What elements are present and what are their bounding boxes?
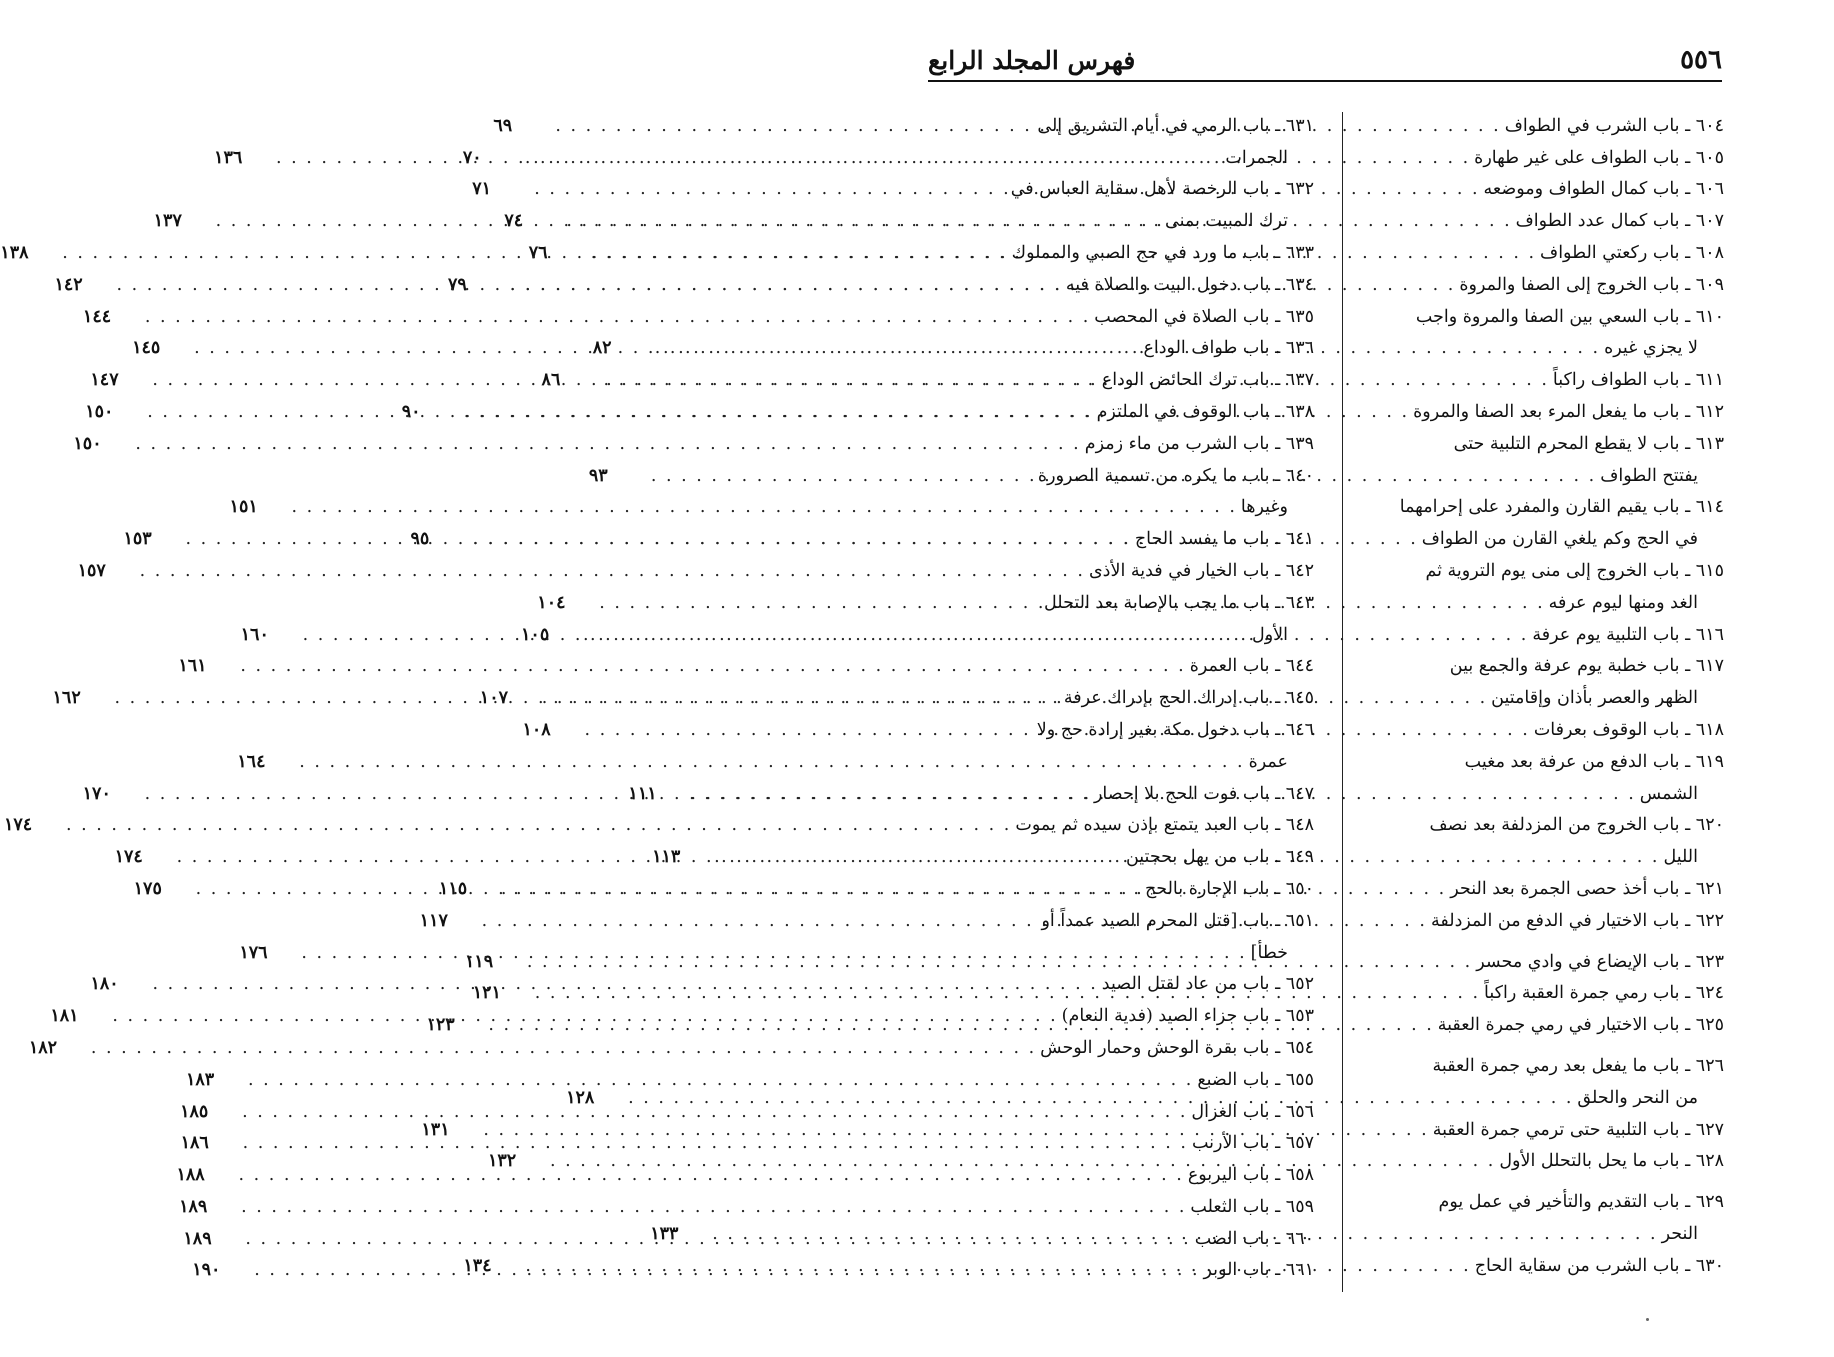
entry-title: يفتتح الطواف [1600,465,1698,486]
leader-dots [241,1229,1194,1249]
entry-page-number: ٧٦ [528,242,548,263]
entry-page-number: ١٨٥ [180,1101,209,1122]
entry-gap [1362,931,1724,940]
entry-title: في الحج وكم يلغي القارن من الطواف [1421,529,1698,550]
entry-page-number: ١٥١ [229,497,258,518]
entry-page-number: ١٨٠ [90,974,119,995]
entry-page-number: ١٨٢ [28,1037,58,1058]
entry-title: ٦٤٧ ـ باب فوت الحج بلا إحصار [1093,783,1314,804]
entry-title: عمرة [1248,751,1288,772]
entry-page-number: ١٣٤ [463,1255,492,1276]
entry-title: ٦٢٢ ـ باب الاختيار في الدفع من المزدلفة [1431,910,1724,931]
leader-dots [108,1006,1061,1026]
leader-dots [181,529,1134,549]
entry-title: النحر [1661,1223,1698,1244]
index-entry-line [1362,549,1724,581]
entry-page-number: ١١٣ [652,847,681,868]
entry-title: ٦٥١ ـ باب [قتل المحرم الصيد عمداً أو [1041,910,1314,931]
entry-page-number: ١٧٥ [133,878,162,899]
entry-page-number: ٩٠ [401,401,421,422]
entry-page-number: ١٣١ [421,1119,450,1140]
entry-title: ٦١٢ ـ باب ما يفعل المرء بعد الصفا والمروة [1413,401,1724,422]
entry-title: ٦٣٣ ـ باب ما ورد في حج الصبي والمملوك [1011,242,1314,263]
page-number: ٥٥٦ [1680,45,1722,75]
index-entry [178,645,1314,677]
entry-title: ٦٥٢ ـ باب من عاد لقتل الصيد [1101,974,1314,995]
index-entry-line [28,1026,1314,1058]
entry-page-number: ١٦٤ [237,751,266,772]
leader-dots [148,370,1101,390]
entry-title: ٦٠٦ ـ باب كمال الطواف وموضعه [1483,179,1724,200]
entry-title: ترك المبيت بمنى [1165,211,1288,232]
entry-page-number: ١٨٨ [176,1165,205,1186]
leader-dots [192,879,1145,899]
index-entry-line [1362,740,1724,772]
entry-page-number: ٧١ [472,179,491,200]
entry-title: ٦٤٤ ـ باب العمرة [1189,656,1314,677]
entry-page-number: ١٧٤ [114,847,143,868]
leader-dots [143,402,1096,422]
leader-dots [244,1070,1197,1090]
leader-dots [148,974,1101,994]
entry-page-number: ١٦٢ [52,688,81,709]
entry-title: ٦٢١ ـ باب أخذ حصى الجمرة بعد النحر [1450,878,1724,899]
leader-dots [299,625,1252,645]
entry-page-number: ١٩٠ [192,1260,221,1281]
leader-dots [62,815,1015,835]
leader-dots [234,1165,1187,1185]
index-entry-line [956,168,1314,200]
index-entry-line [1362,1044,1724,1076]
index-entry-line [73,422,1314,454]
index-entry [77,549,1314,581]
index-entry-line [1362,1180,1724,1212]
index-entry [28,1026,1314,1058]
entry-title: الظهر والعصر بأذان وإقامتين [1491,688,1698,709]
leader-dots [297,943,1250,963]
entry-title: الغد ومنها ليوم عرفه [1548,592,1698,613]
index-entry-line [237,740,1314,772]
entry-title: ٦٤٨ ـ باب العبد يتمتع بإذن سيده ثم يموت [1015,815,1314,836]
leader-dots [58,243,1011,263]
entry-page-number: ٧٩ [448,274,467,295]
leader-dots [87,1038,1040,1058]
index-entry [4,804,1314,836]
entry-title: ٦١٤ ـ باب يقيم القارن والمفرد على إحرامهما [1399,497,1724,518]
entry-page-number: ١١٧ [419,910,448,931]
entry-title: الجمرات [1225,147,1288,168]
entry-title: ٦٠٨ ـ باب ركعتي الطواف [1540,242,1724,263]
entry-title: ٦٣١ ـ باب الرمي في أيام التشريق إلى [1037,115,1314,136]
entry-title: ٦٥٩ ـ باب الثعلب [1190,1196,1314,1217]
entry-title: ٦١٣ ـ باب لا يقطع المحرم التلبية حتى [1453,433,1724,454]
leader-dots [111,688,1064,708]
index-entry-line [4,804,1314,836]
entry-title: الليل [1663,847,1698,868]
entry-page-number: ١٦١ [178,656,207,677]
entry-page-number: ٨٢ [592,338,612,359]
entry-page-number: ١٣٢ [487,1151,517,1172]
entry-title: ٦٠٤ ـ باب الشرب في الطواف [1504,115,1724,136]
entry-title: ٦٥٥ ـ باب الضبع [1197,1069,1314,1090]
entry-title: ٦٣٦ ـ باب طواف الوداع [1143,338,1314,359]
index-entry-line [956,899,1314,931]
entry-title: ٦٣٢ ـ باب الرخصة لأهل سقاية العباس في [1010,179,1314,200]
leader-dots [212,211,1165,231]
leader-dots [141,784,1094,804]
entry-page-number: ١٥٠ [85,401,114,422]
page-mark [1646,1318,1649,1321]
entry-title: ٦١٠ ـ باب السعي بين الصفا والمروة واجب [1415,306,1724,327]
entry-title: ٦٠٧ ـ باب كمال عدد الطواف [1515,211,1724,232]
entry-title: الأول [1251,624,1288,645]
entry-title: ٦٤١ ـ باب ما يفسد الحاج [1134,529,1314,550]
entry-title: ٦٤٩ ـ باب من يهل بحجتين [1125,847,1314,868]
entry-page-number: ١٠٥ [521,624,550,645]
entry-page-number: ١٠٧ [479,688,508,709]
index-entry [82,295,1314,327]
leader-dots [173,847,1126,867]
entry-page-number: ٧٠ [462,147,482,168]
entry-title: ٦١٧ ـ باب خطبة يوم عرفة والجمع بين [1449,656,1724,677]
index-entry-line [185,1058,1314,1090]
index-entry-line [956,104,1314,136]
entry-page-number: ١٥٧ [77,560,106,581]
entry-page-number: ٩٥ [410,529,430,550]
entry-page-number: ١٥٣ [123,529,152,550]
entry-gap [1362,1035,1724,1044]
entry-page-number: ٦٩ [493,115,513,136]
entry-page-number: ١٣٨ [0,242,29,263]
index-entry-line [1362,486,1724,518]
entry-page-number: ١٢٨ [566,1087,595,1108]
index-entry-line [229,486,1314,518]
entry-title: ٦٦٠ ـ باب الضب [1194,1228,1314,1249]
entry-title: ٦٣٤ ـ باب دخول البيت والصلاة فيه [1065,274,1314,295]
entry-title: وغيرها [1240,497,1288,518]
entry-title: ٦٢٣ ـ باب الإيضاع في وادي محسر [1476,951,1724,972]
entry-title: ٦٥٨ ـ باب اليربوع [1187,1165,1314,1186]
entry-title: ٦٤٠ ـ باب ما يكره من تسمية الصرورة [1037,465,1314,486]
entry-title: ٦٣٧ ـ باب ترك الحائض الوداع [1101,370,1314,391]
entry-page-number: ١٢٣ [426,1015,455,1036]
entry-page-number: ١٣٦ [214,147,243,168]
leader-dots [190,338,1143,358]
entry-page-number: ٩٣ [588,465,608,486]
entry-title: ٦٤٥ ـ باب إدراك الحج بإدراك عرفة [1063,688,1314,709]
leader-dots [237,1197,1190,1217]
entry-title: ٦١٥ ـ باب الخروج إلى منى يوم التروية ثم [1425,560,1724,581]
leader-dots [238,1102,1191,1122]
entry-page-number: ١٧٦ [239,942,268,963]
entry-title: ٦٦١ ـ باب الوبر [1203,1260,1314,1281]
entry-page-number: ١١٥ [438,878,468,899]
entry-page-number: ١٦٠ [240,624,269,645]
entry-page-number: ١٤٥ [132,338,161,359]
entry-page-number: ١١٩ [464,951,494,972]
entry-page-number: ١٤٤ [82,306,112,327]
leader-dots [236,656,1189,676]
entry-title: ٦٢٦ ـ باب ما يفعل بعد رمي جمرة العقبة [1432,1055,1724,1076]
entry-title: خطأ] [1250,942,1288,963]
entry-page-number: ١٣٧ [153,211,182,232]
entry-title: ٦٢٧ ـ باب التلبية حتى ترمي جمرة العقبة [1432,1119,1724,1140]
entry-page-number: ١٨٩ [179,1196,208,1217]
entry-title: ٦٤٢ ـ باب الخيار في فدية الأذى [1088,560,1314,581]
entry-title: ٦١٦ ـ باب التلبية يوم عرفة [1532,624,1724,645]
entry-title: ٦٠٥ ـ باب الطواف على غير طهارة [1474,147,1724,168]
entry-page-number: ١٨١ [50,1006,79,1027]
leader-dots [113,275,1066,295]
page-title: فهرس المجلد الرابع [928,45,1136,75]
entry-page-number: ١٢١ [472,983,501,1004]
entry-page-number: ١٤٧ [90,370,119,391]
index-entry-line [1362,645,1724,677]
entry-title: ٦٣٩ ـ باب الشرب من ماء زمزم [1084,433,1314,454]
index-entry-line [179,1185,1314,1217]
index-entry-line [77,549,1314,581]
entry-page-number: ١٧٠ [82,783,111,804]
entry-title: ٦٣٠ ـ باب الشرب من سقاية الحاج [1474,1255,1724,1276]
entry-page-number: ١٤٢ [54,274,83,295]
entry-title: ٦٥٣ ـ باب جزاء الصيد (فدية النعام) [1061,1006,1314,1027]
entry-page-number: ١٠٤ [537,592,566,613]
entry-page-number: ١٨٩ [183,1228,212,1249]
index-entry-line [956,454,1314,486]
entry-page-number: ١٥٠ [73,433,102,454]
entry-title: ٦١٩ ـ باب الدفع من عرفة بعد مغيب [1464,751,1724,772]
entry-title: ٦٣٥ ـ باب الصلاة في المحصب [1094,306,1314,327]
entry-title: ٦٥٦ ـ باب الغزال [1191,1101,1314,1122]
index-entry-line [1362,295,1724,327]
leader-dots [288,497,1241,517]
index-entry-line [82,295,1314,327]
index-entry-line [1362,804,1724,836]
entry-title: ٦٢٥ ـ باب الاختيار في رمي جمرة العقبة [1437,1015,1724,1036]
entry-page-number: ٧٤ [504,211,524,232]
entry-gap [1362,1171,1724,1180]
leader-dots [141,307,1094,327]
entry-page-number: ٨٦ [541,370,561,391]
entry-title: ٦٥٤ ـ باب بقرة الوحش وحمار الوحش [1040,1037,1314,1058]
entry-title: ٦٤٣ ـ باب ما يجب بالإصابة بعد التحلل [1044,592,1314,613]
entry-title: ٦٥٠ ـ باب الإجارة بالحج [1145,878,1314,899]
entry-page-number: ١٨٦ [180,1133,209,1154]
entry-title: ٦٢٨ ـ باب ما يحل بالتحلل الأول [1499,1151,1724,1172]
entry-title: الشمس [1639,783,1698,804]
entry-title: ٦٥٧ ـ باب الأرنب [1191,1133,1314,1154]
leader-dots [250,1260,1203,1280]
entry-page-number: ١٨٣ [185,1069,215,1090]
index-entry-line [1362,422,1724,454]
index-entry [179,1185,1314,1217]
index-entry [73,422,1314,454]
entry-page-number: ١٧٤ [4,815,33,836]
entry-title: ٦٤٦ ـ باب دخول مكة بغير إرادة حج ولا [1036,719,1314,740]
index-entry [185,1058,1314,1090]
leader-dots [295,752,1248,772]
entry-title: ٦٣٨ ـ باب الوقوف في الملتزم [1096,401,1314,422]
entry-title: ٦٢٤ ـ باب رمي جمرة العقبة راكباً [1484,983,1724,1004]
entry-title: ٦٢٠ ـ باب الخروج من المزدلفة بعد نصف [1429,815,1724,836]
entry-title: ٦٠٩ ـ باب الخروج إلى الصفا والمروة [1459,274,1724,295]
leader-dots [131,434,1084,454]
entry-title: لا يجزي غيره [1604,338,1698,359]
leader-dots [239,1133,1192,1153]
entry-title: ٦١١ ـ باب الطواف راكباً [1552,370,1724,391]
index-entry-line [956,581,1314,613]
index-entry-line [178,645,1314,677]
entry-page-number: ١١١ [628,783,657,804]
entry-title: ٦١٨ ـ باب الوقوف بعرفات [1533,719,1724,740]
entry-title: من النحر والحلق [1577,1087,1698,1108]
entry-title: ٦٢٩ ـ باب التقديم والتأخير في عمل يوم [1438,1192,1724,1213]
entry-page-number: ١٣٣ [650,1223,679,1244]
page-header [928,40,1722,82]
entry-page-number: ١٠٨ [522,719,551,740]
leader-dots [272,148,1225,168]
index-entry-line [956,708,1314,740]
leader-dots [136,561,1089,581]
